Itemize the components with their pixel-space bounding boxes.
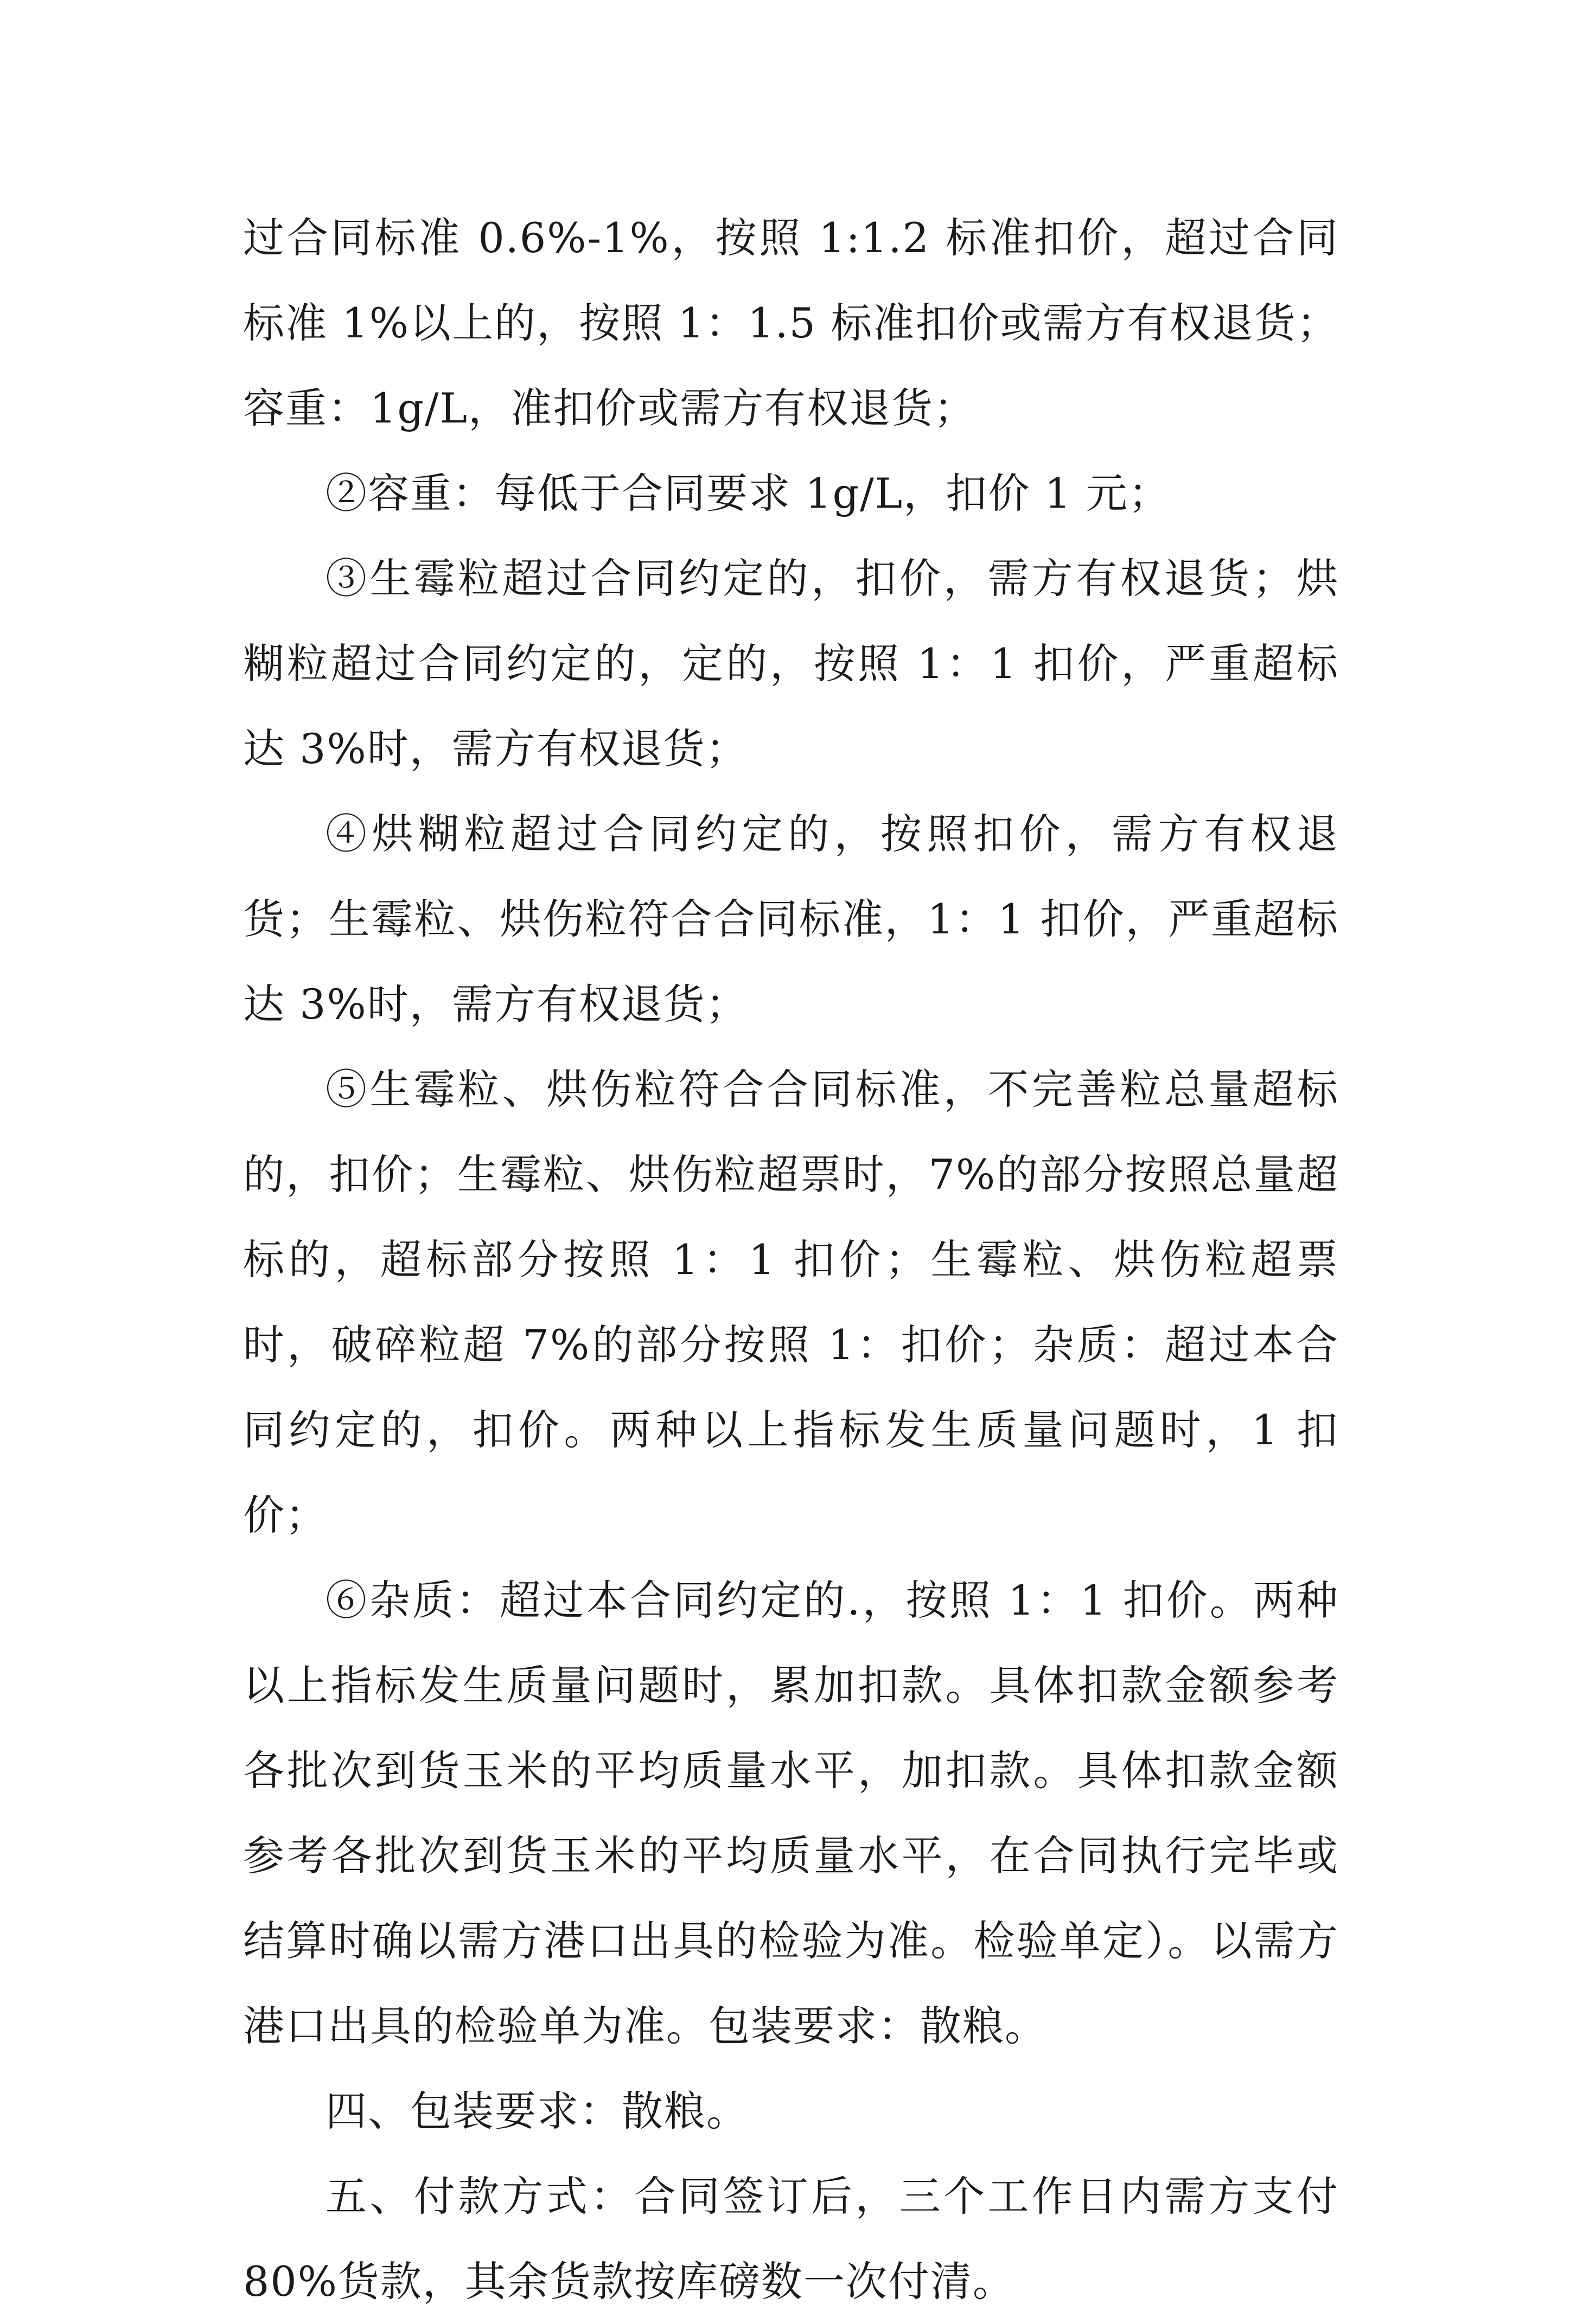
paragraph-item-6: ⑥杂质：超过本合同约定的.，按照 1：1 扣价。两种以上指标发生质量问题时，累加扣款。具体扣款金额参考各批次到货玉米的平均质量水平，加扣款。具体扣款金额参考各批次到货玉米的平均质量水平，在合同执行完毕或结算时确以需方港口出具的检验为准。检验单定）。以需方港口出具的检验单为准。包装要求：散粮。 [243, 1576, 1339, 2050]
section-packaging: 四、包装要求：散粮。 [326, 2087, 749, 2135]
paragraph-item-2: ②容重：每低于合同要求 1g/L，扣价 1 元； [326, 469, 1171, 517]
paragraph-item-5: ⑤生霉粒、烘伤粒符合合同标准，不完善粒总量超标的，扣价；生霉粒、烘伤粒超票时，7%的部分按照总量超标的，超标部分按照 1：1 扣价；生霉粒、烘伤粒超票时，破碎粒超 7%的部分按照 1：扣价；杂质：超过本合同约定的，扣价。两种以上指标发生质量问题时，1 扣价； [243, 1065, 1339, 1539]
paragraph-continuation: 过合同标准 0.6%-1%，按照 1:1.2 标准扣价，超过合同标准 1%以上的，按照 1：1.5 标准扣价或需方有权退货；容重：1g/L，准扣价或需方有权退货； [243, 214, 1339, 432]
paragraph-item-3: ③生霉粒超过合同约定的，扣价，需方有权退货；烘糊粒超过合同约定的，定的，按照 1：1 扣价，严重超标达 3%时，需方有权退货； [243, 554, 1339, 773]
section-payment: 五、付款方式：合同签订后，三个工作日内需方支付 80%货款，其余货款按库磅数一次付清。 [243, 2172, 1339, 2306]
paragraph-item-4: ④烘糊粒超过合同约定的，按照扣价，需方有权退货；生霉粒、烘伤粒符合合同标准，1：1 扣价，严重超标达 3%时，需方有权退货； [243, 810, 1339, 1028]
document-body [243, 195, 1339, 2324]
